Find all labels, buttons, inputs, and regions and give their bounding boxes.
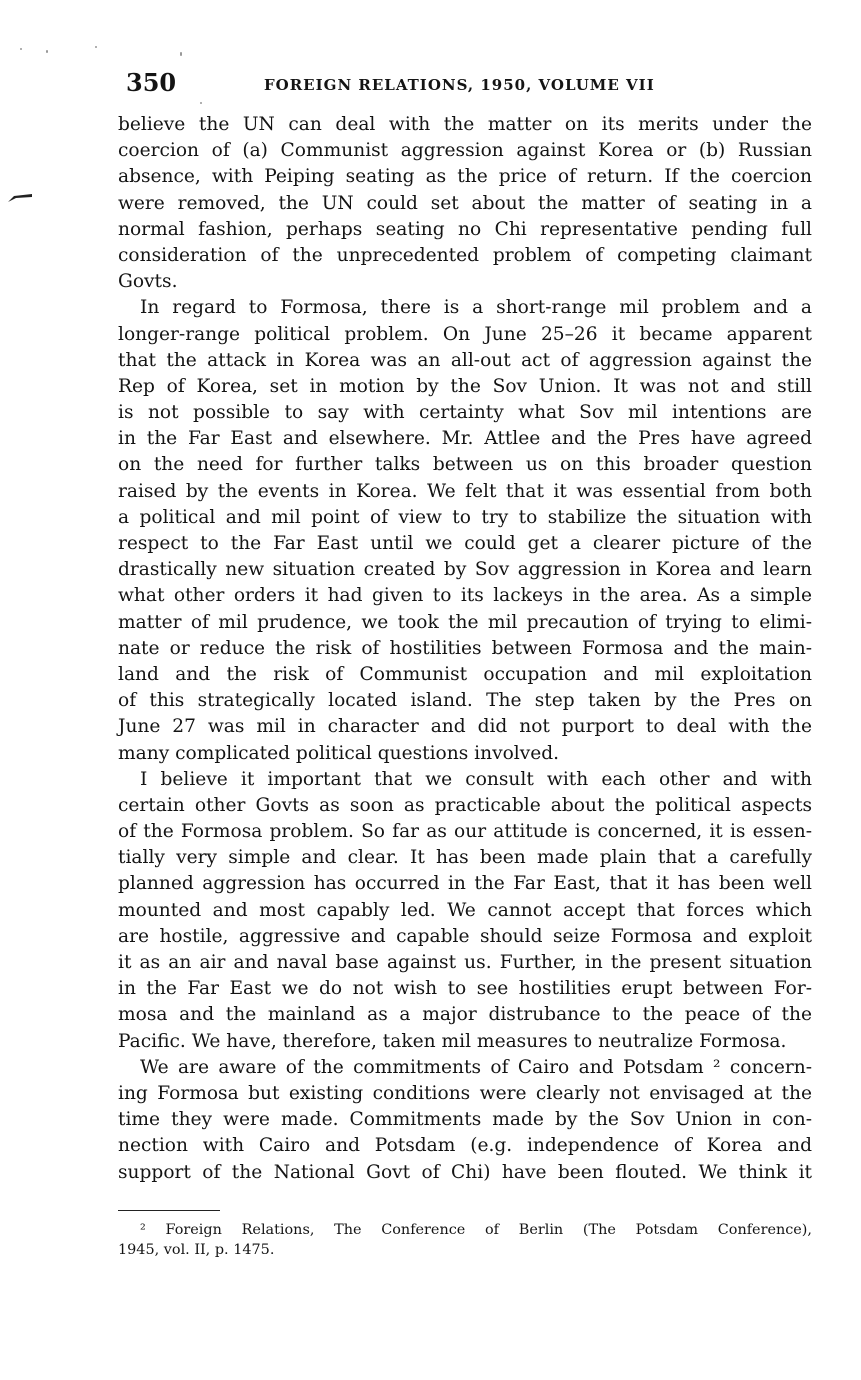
text-line: of this strategically located island. The step taken by the Pres on [118, 690, 812, 712]
footnote-rule [118, 1210, 220, 1211]
text-line: many complicated political questions involved. [118, 742, 560, 764]
text-line: I believe it important that we consult with each other and with [140, 768, 812, 790]
text-line: of the Formosa problem. So far as our attitude is concerned, it is essen- [118, 821, 812, 843]
text-line: ing Formosa but existing conditions were clearly not envisaged at the [118, 1082, 812, 1104]
text-line: In regard to Formosa, there is a short-range mil problem and a [140, 297, 812, 319]
footnote [118, 1220, 812, 1260]
scan-speck [180, 52, 182, 56]
text-line: were removed, the UN could set about the matter of seating in a [118, 192, 812, 214]
text-line: absence, with Peiping seating as the price of return. If the coercion [118, 166, 812, 188]
text-line: Rep of Korea, set in motion by the Sov Union. It was not and still [118, 375, 812, 397]
scan-speck [200, 102, 202, 104]
margin-arrow-mark [6, 190, 32, 204]
text-line: are hostile, aggressive and capable should seize Formosa and exploit [118, 925, 812, 947]
footnote-line: 1945, vol. II, p. 1475. [118, 1242, 275, 1258]
scan-speck [20, 48, 22, 50]
text-line: on the need for further talks between us on this broader question [118, 454, 812, 476]
text-line: what other orders it had given to its lackeys in the area. As a simple [118, 585, 812, 607]
text-line: mounted and most capably led. We cannot accept that forces which [118, 899, 812, 921]
text-line: time they were made. Commitments made by the Sov Union in con- [118, 1109, 812, 1131]
text-line: support of the National Govt of Chi) have been flouted. We think it [118, 1161, 812, 1183]
text-line: it as an air and naval base against us. Further, in the present situation [118, 952, 812, 973]
text-line: Pacific. We have, therefore, taken mil measures to neutralize Formosa. [118, 1030, 787, 1052]
text-line: respect to the Far East until we could get a clearer picture of the [118, 533, 812, 554]
text-line: in the Far East we do not wish to see hostilities erupt between For- [118, 978, 812, 1000]
footnote-line: ² Foreign Relations, The Conference of Berlin (The Potsdam Conference), [140, 1222, 812, 1238]
page-header [126, 68, 686, 102]
text-line: nate or reduce the risk of hostilities between Formosa and the main- [118, 637, 812, 659]
text-line: planned aggression has occurred in the Far East, that it has been well [118, 873, 812, 895]
text-line: tially very simple and clear. It has been made plain that a carefully [118, 847, 812, 869]
text-line: Govts. [118, 271, 178, 293]
text-line: normal fashion, perhaps seating no Chi representative pending full [118, 218, 812, 240]
text-line: mosa and the mainland as a major distrubance to the peace of the [118, 1004, 812, 1026]
text-line: coercion of (a) Communist aggression against Korea or (b) Russian [118, 140, 812, 162]
running-title: FOREIGN RELATIONS, 1950, VOLUME VII [264, 76, 655, 94]
text-line: that the attack in Korea was an all-out act of aggression against the [118, 349, 812, 371]
text-line: consideration of the unprecedented problem of competing claimant [118, 244, 812, 266]
body-text [118, 112, 812, 1186]
page-number: 350 [126, 68, 177, 97]
text-line: a political and mil point of view to try to stabilize the situation with [118, 506, 812, 528]
text-line: believe the UN can deal with the matter on its merits under the [118, 114, 812, 135]
text-line: certain other Govts as soon as practicable about the political aspects [118, 794, 812, 816]
text-line: land and the risk of Communist occupation and mil exploitation [118, 663, 812, 685]
scan-speck [95, 46, 97, 48]
text-line: matter of mil prudence, we took the mil precaution of trying to elimi- [118, 611, 812, 633]
text-line: in the Far East and elsewhere. Mr. Attlee and the Pres have agreed [118, 428, 812, 450]
text-line: June 27 was mil in character and did not purport to deal with the [118, 716, 812, 738]
text-line: is not possible to say with certainty what Sov mil intentions are [118, 402, 812, 424]
text-line: drastically new situation created by Sov aggression in Korea and learn [118, 559, 812, 581]
text-line: nection with Cairo and Potsdam (e.g. independence of Korea and [118, 1135, 812, 1157]
scan-speck [46, 50, 48, 53]
text-line: longer-range political problem. On June 25–26 it became apparent [118, 323, 812, 345]
text-line: raised by the events in Korea. We felt that it was essential from both [118, 480, 812, 502]
text-line: We are aware of the commitments of Cairo and Potsdam ² concern- [140, 1056, 812, 1078]
